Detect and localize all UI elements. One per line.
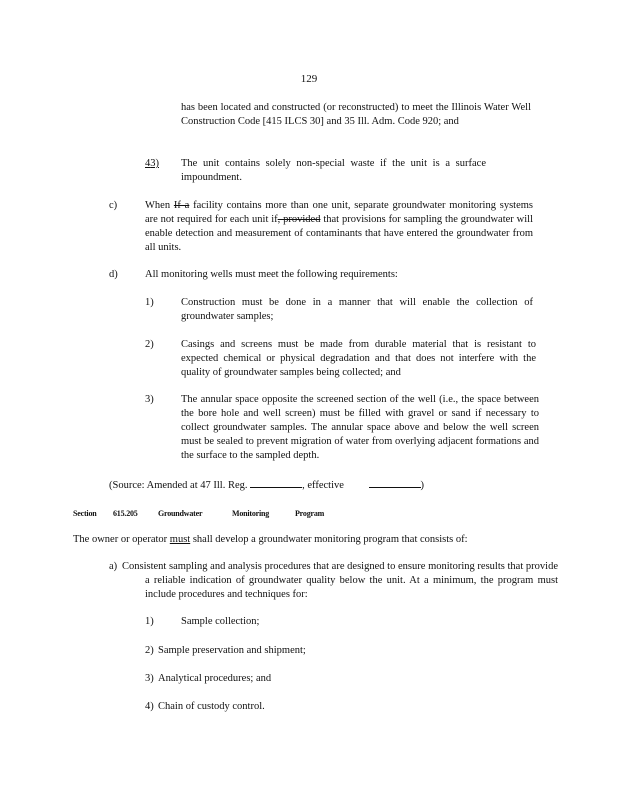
subsection-a-text: Consistent sampling and analysis procedures that are designed to ensure monitoring results that provide a reliable indication of groundwater quality below the unit. At a minimum, the program must include procedures and techniques for: bbox=[122, 561, 558, 600]
d-item-1-text: Construction must be done in a manner that will enable the collection of groundwater samples; bbox=[181, 297, 533, 322]
section-title-1: Groundwater bbox=[158, 509, 203, 518]
a-item-3-text: Analytical procedures; and bbox=[158, 673, 272, 684]
page-number: 129 bbox=[300, 73, 318, 85]
a-item-4-text: Chain of custody control. bbox=[158, 701, 265, 712]
section-title-3: Program bbox=[295, 509, 325, 518]
a-item-1-text: Sample collection; bbox=[181, 616, 260, 627]
section-number: 615.205 bbox=[113, 509, 138, 518]
a-item-3-num: 3) bbox=[145, 673, 154, 684]
item-3-label-old: 4 bbox=[145, 158, 151, 169]
subsection-d-intro: All monitoring wells must meet the following requirements: bbox=[145, 269, 398, 280]
section-word: Section bbox=[73, 509, 97, 518]
subsection-d-label: d) bbox=[109, 269, 118, 280]
a-item-4-num: 4) bbox=[145, 701, 154, 712]
strike-provided: , provided bbox=[277, 214, 321, 225]
paragraph-continuation: has been located and constructed (or reconstructed) to meet the Illinois Water Well Construction Code [415 ILCS 30] and 35 Ill. Adm. Code 920; and bbox=[181, 102, 531, 127]
item-3-label bbox=[145, 157, 159, 171]
subsection-a-label: a) bbox=[109, 561, 118, 572]
d-item-1-num: 1) bbox=[145, 297, 154, 308]
reg-blank bbox=[250, 478, 302, 488]
strike-if-a: If a bbox=[173, 200, 190, 211]
section-title-2: Monitoring bbox=[232, 509, 270, 518]
a-item-1-num: 1) bbox=[145, 616, 154, 627]
d-item-2-text: Casings and screens must be made from durable material that is resistant to expected chemical or physical degradation and that does not interfere with the quality of groundwater samples being collected; and bbox=[181, 339, 536, 378]
item-3-text: The unit contains solely non-special waste if the unit is a surface impoundment. bbox=[181, 158, 486, 183]
d-item-3-text: The annular space opposite the screened section of the well (i.e., the space between the bore hole and well screen) must be filled with gravel or sand if necessary to collect groundwater samples. The annular space above and below the well screen must be sealed to prevent migration of water from overlying adjacent formations and the surface to the sampled depth. bbox=[181, 394, 539, 461]
d-item-3-num: 3) bbox=[145, 394, 154, 405]
item-3-label-new: 3) bbox=[150, 158, 159, 169]
a-item-2-text: Sample preservation and shipment; bbox=[158, 645, 306, 656]
source-note: (Source: Amended at 47 Ill. Reg. , effective ) bbox=[109, 480, 425, 491]
d-item-2-num: 2) bbox=[145, 339, 154, 350]
underlined-must: must bbox=[169, 534, 191, 545]
subsection-c-text: When If a facility contains more than one unit, separate groundwater monitoring systems are not required for each unit if, provided that provisions for sampling the groundwater will enable detection and measurement of contaminants that have entered the groundwater from all units. bbox=[145, 200, 533, 253]
effective-date-blank bbox=[369, 478, 421, 488]
subsection-c-label: c) bbox=[109, 200, 118, 211]
a-item-2-num: 2) bbox=[145, 645, 154, 656]
section-intro: The owner or operator must shall develop a groundwater monitoring program that consists of: bbox=[73, 534, 468, 545]
